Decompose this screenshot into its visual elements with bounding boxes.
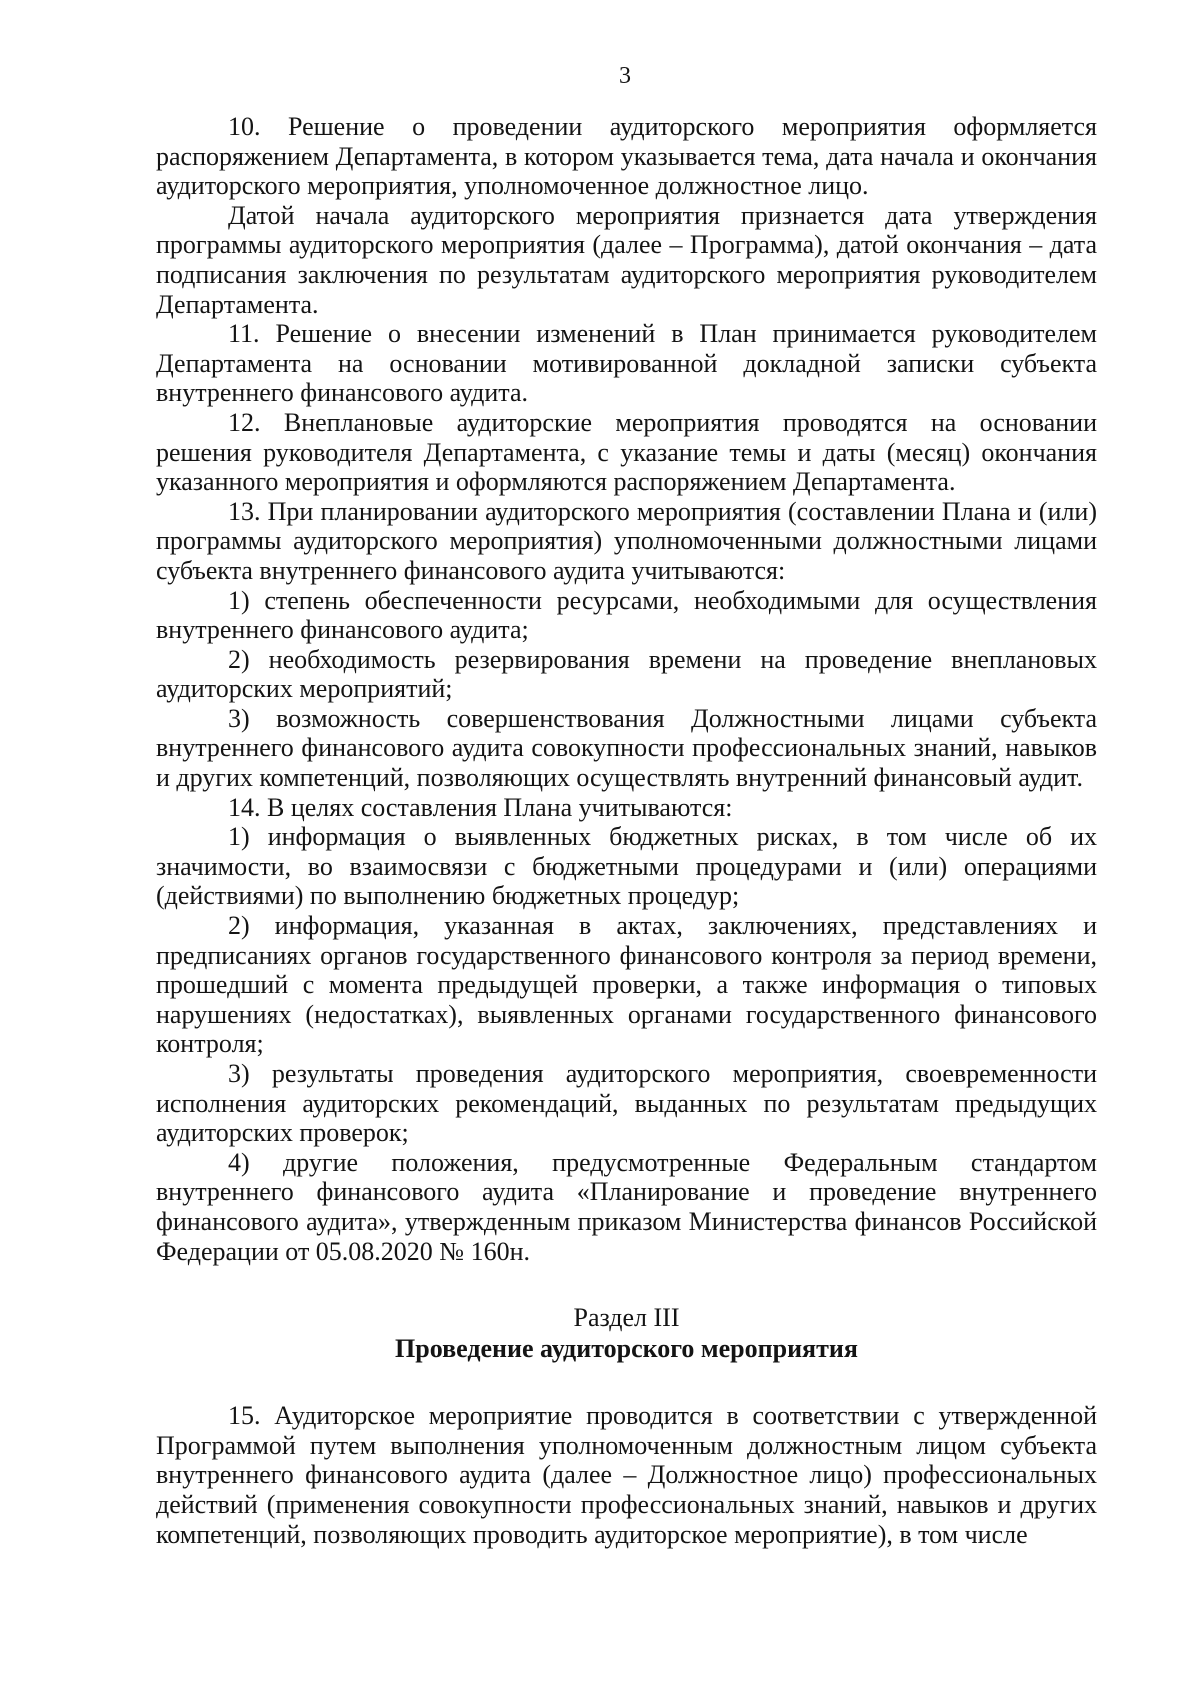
page-number: 3: [619, 63, 631, 89]
paragraph-13-item-2: 2) необходимость резервирования времени на проведение внеплановых аудиторских мероприятий;: [156, 644, 1097, 704]
paragraph-10-dates: Датой начала аудиторского мероприятия признается дата утверждения программы аудиторского мероприятия (далее – Программа), датой окончания – дата подписания заключения по результатам аудиторского мероприятия руководителем Департамента.: [156, 200, 1097, 319]
section-title: Проведение аудиторского мероприятия: [395, 1334, 858, 1364]
paragraph-10: 10. Решение о проведении аудиторского мероприятия оформляется распоряжением Департамента, в котором указывается тема, дата начала и окончания аудиторского мероприятия, уполномоченное должностное лицо.: [156, 112, 1097, 201]
paragraph-13-item-3: 3) возможность совершенствования Должностными лицами субъекта внутреннего финансового аудита совокупности профессиональных знаний, навыков и других компетенций, позволяющих осуществлять внутренний финансовый аудит.: [156, 703, 1097, 793]
paragraph-12: 12. Внеплановые аудиторские мероприятия проводятся на основании решения руководителя Департамента, с указание темы и даты (месяц) окончания указанного мероприятия и оформляются распоряжением Департамента.: [156, 407, 1097, 497]
section-heading: [156, 1303, 1097, 1364]
paragraph-14-item-3: 3) результаты проведения аудиторского мероприятия, своевременности исполнения аудиторских рекомендаций, выданных по результатам предыдущих аудиторских проверок;: [156, 1059, 1097, 1148]
paragraph-14-item-4: 4) другие положения, предусмотренные Федеральным стандартом внутреннего финансового аудита «Планирование и проведение внутреннего финансового аудита», утвержденным приказом Министерства финансов Российской Федерации от 05.08.2020 № 160н.: [156, 1147, 1097, 1266]
paragraph-14-item-1: 1) информация о выявленных бюджетных рисках, в том числе об их значимости, во взаимосвязи с бюджетными процедурами и (или) операциями (действиями) по выполнению бюджетных процедур;: [156, 822, 1097, 911]
section-label: Раздел III: [573, 1303, 680, 1333]
paragraph-13-item-1: 1) степень обеспеченности ресурсами, необходимыми для осуществления внутреннего финансового аудита;: [156, 585, 1097, 645]
document-body: [156, 112, 1097, 1549]
paragraph-15: 15. Аудиторское мероприятие проводится в соответствии с утвержденной Программой путем выполнения уполномоченным должностным лицом субъекта внутреннего финансового аудита (далее – Должностное лицо) профессиональных действий (применения совокупности профессиональных знаний, навыков и других компетенций, позволяющих проводить аудиторское мероприятие), в том числе: [156, 1401, 1097, 1549]
paragraph-11: 11. Решение о внесении изменений в План принимается руководителем Департамента на основании мотивированной докладной записки субъекта внутреннего финансового аудита.: [156, 319, 1097, 408]
paragraph-14-item-2: 2) информация, указанная в актах, заключениях, представлениях и предписаниях органов государственного финансового контроля за период времени, прошедший с момента предыдущей проверки, а также информация о типовых нарушениях (недостатках), выявленных органами государственного финансового контроля;: [156, 911, 1097, 1059]
paragraph-13: 13. При планировании аудиторского мероприятия (составлении Плана и (или) программы аудиторского мероприятия) уполномоченными должностными лицами субъекта внутреннего финансового аудита учитываются:: [156, 496, 1097, 585]
paragraph-14: 14. В целях составления Плана учитываются:: [228, 792, 733, 822]
